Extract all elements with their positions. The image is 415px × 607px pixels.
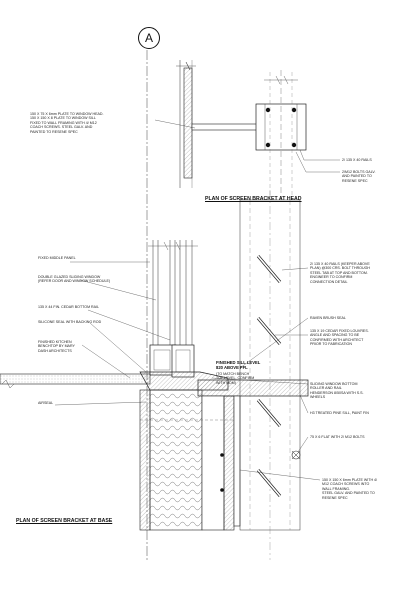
- head-plate-note: 150 X 75 X 6mm PLATE TO WINDOW HEAD. 150 X 150 X 8 PLATE TO WINDOW SILL FIXED TO WALL FRAMING WITH 4/ M12 COACH SCREWS. STEEL GALV. AND PAINTED TO RESENE SPEC: [30, 112, 104, 134]
- head-bolts-note: 2/M12 BOLTS GALV. AND PAINTED TO RESENE SPEC: [342, 170, 376, 183]
- note-benchtop: FINISHED KITCHEN BENCHTOP BY MARY DASH ARCHITECTS: [38, 340, 75, 353]
- head-detail-title: PLAN OF SCREEN BRACKET AT HEAD: [205, 196, 302, 202]
- note-louvres: 135 X 19 CEDAR FIXED LOUVRES. ANGLE AND SPACING TO BE CONFIRMED WITH ARCHITECT PRIOR TO FABRICATION: [310, 329, 369, 347]
- note-fixed-middle-panel: FIXED MIDDLE PANEL: [38, 256, 76, 260]
- head-rails-note: 2/ 135 X 40 RAILS: [342, 158, 372, 162]
- sill-level-label: FINISHED SILL LEVEL 820 ABOVE FFL: [216, 360, 261, 370]
- note-flat-bolts: 75 X 6 FLAT WITH 2/ M12 BOLTS: [310, 435, 365, 439]
- note-silicone-seal: SILICONE SEAL WITH BACKING ROD: [38, 320, 102, 324]
- note-brush-seal: RAVEN BRUSH SEAL: [310, 316, 346, 320]
- note-plate-coach-screws: 150 X 150 X 6mm PLATE WITH 4/ M12 COACH SCREWS INTO WALL FRAMING. STEEL GALV. AND PAINTED TO RESENE SPEC: [322, 478, 378, 500]
- note-airseal: AIRSEAL: [38, 401, 54, 405]
- note-roller-rail: SLIDING WINDOW BOTTOM ROLLER AND RAIL HENDERSON 8/50SA WITH S.S. WHEELS: [310, 382, 364, 400]
- note-bottom-rail: 135 X 44 FIN. CEDAR BOTTOM RAIL: [38, 305, 100, 309]
- note-rails-keeper: 2/ 135 X 40 RAILS (KEEPER ABOVE PLAN) @300 CRS. BOLT THROUGH STEEL TAB AT TOP AND BOTTOM. ENGINEER TO CONFIRM CONNECTION DETAIL: [310, 262, 370, 284]
- note-sliding-window: DOUBLE GLAZED SLIDING WINDOW (REFER DOOR AND WINDOW SCHEDULE): [38, 275, 111, 284]
- base-detail-title: PLAN OF SCREEN BRACKET AT BASE: [16, 518, 113, 524]
- head-detail: [155, 60, 340, 200]
- sill-level-note: (TO MATCH BENCH TOP LEVEL. CONFIRM WITH MDM): [216, 372, 255, 385]
- note-pine-sill: H3 TREATED PINE SILL, PAINT FIN: [310, 411, 369, 415]
- gridline-marker: A: [138, 27, 160, 49]
